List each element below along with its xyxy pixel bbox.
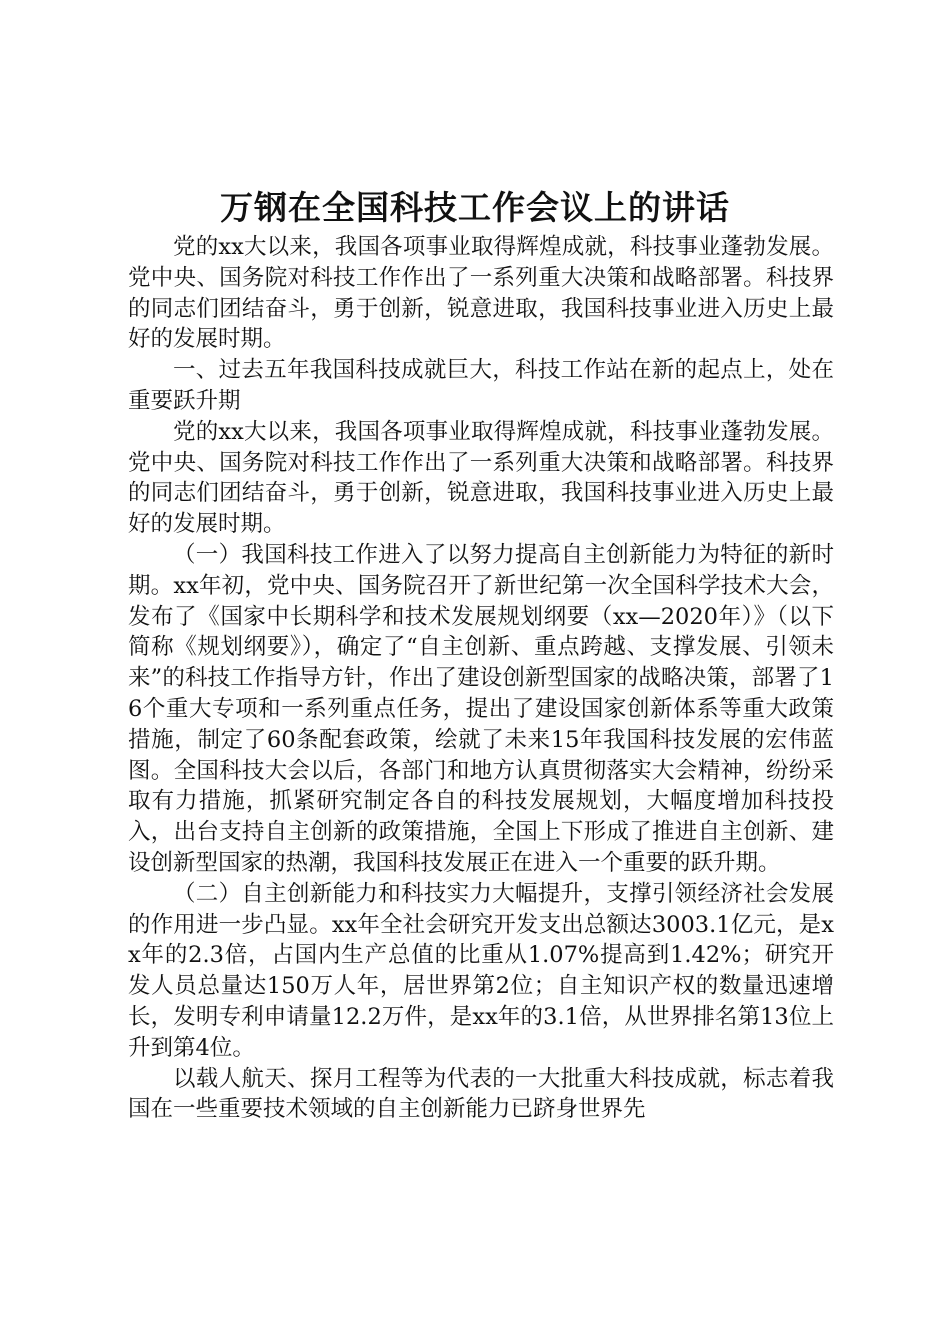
paragraph-item-2: （二）自主创新能力和科技实力大幅提升，支撑引领经济社会发展的作用进一步凸显。xx年全社会研究开发支出总额达3003.1亿元，是xx年的2.3倍，占国内生产总值的比重从1.07%提高到1.42%；研究开发人员总量达150万人年，居世界第2位；自主知识产权的数量迅速增长，发明专利申请量12.2万件，是xx年的3.1倍，从世界排名第13位上升到第4位。 bbox=[128, 880, 834, 1061]
paragraph-achievements: 以载人航天、探月工程等为代表的一大批重大科技成就，标志着我国在一些重要技术领域的自主创新能力已跻身世界先 bbox=[128, 1065, 834, 1123]
paragraph-item-1: （一）我国科技工作进入了以努力提高自主创新能力为特征的新时期。xx年初，党中央、国务院召开了新世纪第一次全国科学技术大会，发布了《国家中长期科学和技术发展规划纲要（xx—2020年）》（以下简称《规划纲要》），确定了“自主创新、重点跨越、支撑发展、引领未来”的科技工作指导方针，作出了建设创新型国家的战略决策，部署了16个重大专项和一系列重点任务，提出了建设国家创新体系等重大政策措施，制定了60条配套政策，绘就了未来15年我国科技发展的宏伟蓝图。全国科技大会以后，各部门和地方认真贯彻落实大会精神，纷纷采取有力措施，抓紧研究制定各自的科技发展规划，大幅度增加科技投入，出台支持自主创新的政策措施，全国上下形成了推进自主创新、建设创新型国家的热潮，我国科技发展正在进入一个重要的跃升期。 bbox=[128, 541, 834, 876]
document-title: 万钢在全国科技工作会议上的讲话 bbox=[220, 188, 730, 227]
paragraph-repeat-intro: 党的xx大以来，我国各项事业取得辉煌成就，科技事业蓬勃发展。党中央、国务院对科技工作作出了一系列重大决策和战略部署。科技界的同志们团结奋斗，勇于创新，锐意进取，我国科技事业进入历史上最好的发展时期。 bbox=[128, 418, 834, 538]
section-heading-1: 一、过去五年我国科技成就巨大，科技工作站在新的起点上，处在重要跃升期 bbox=[128, 357, 834, 414]
paragraph-intro: 党的xx大以来，我国各项事业取得辉煌成就，科技事业蓬勃发展。党中央、国务院对科技工作作出了一系列重大决策和战略部署。科技界的同志们团结奋斗，勇于创新，锐意进取，我国科技事业进入历史上最好的发展时期。 bbox=[128, 234, 834, 353]
document-body bbox=[128, 232, 834, 1125]
